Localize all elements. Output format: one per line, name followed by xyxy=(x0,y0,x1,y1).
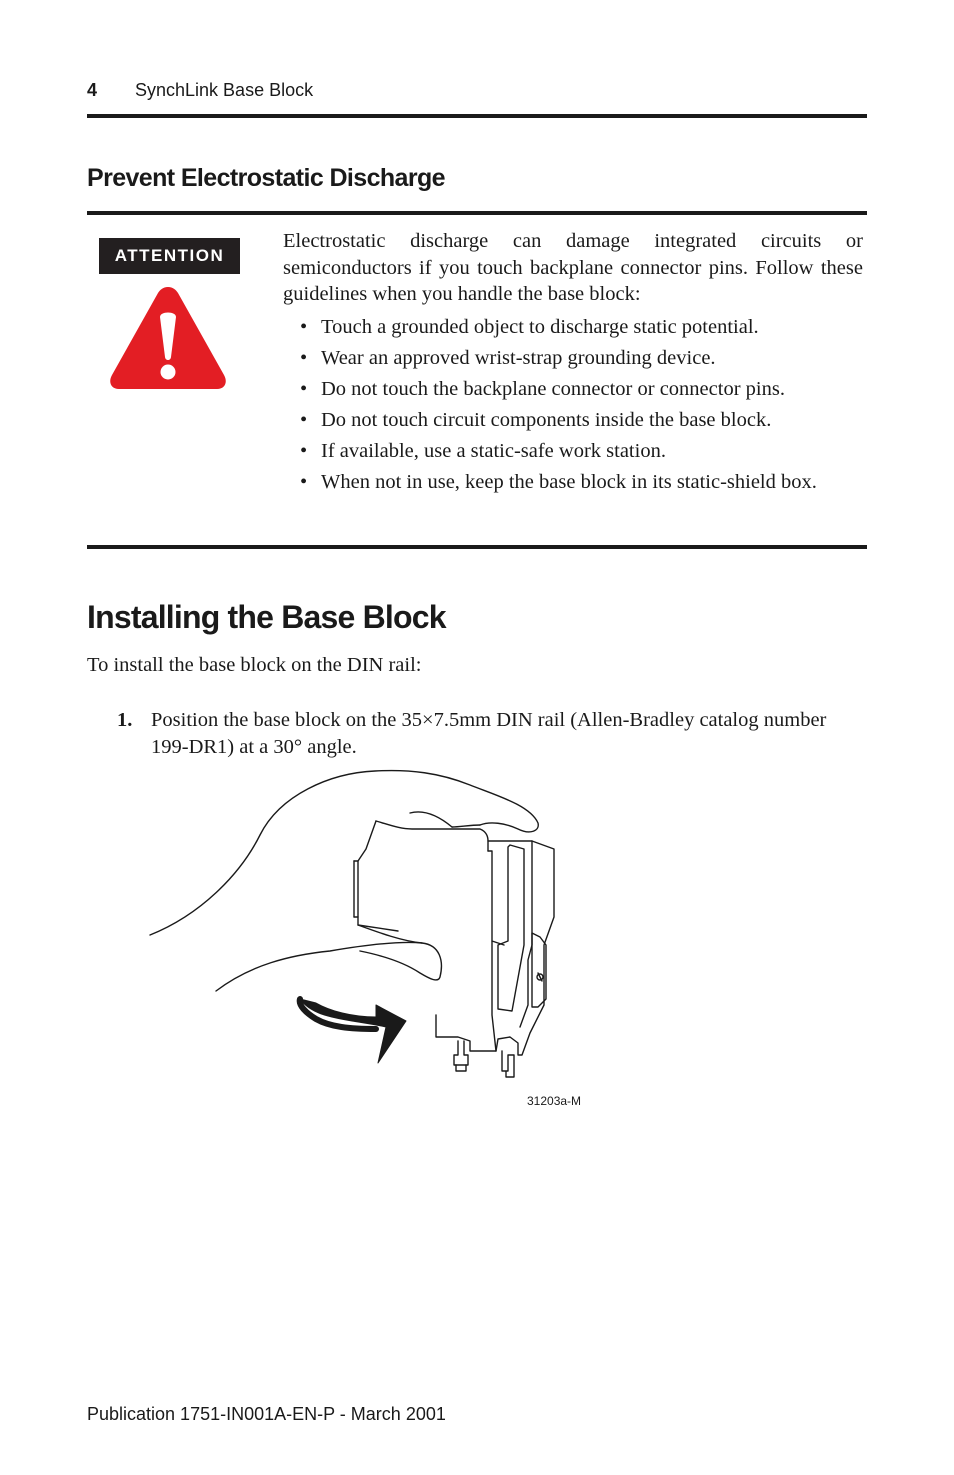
hand-thumb xyxy=(452,825,480,827)
hand-outline xyxy=(150,771,538,935)
figure-id: 31203a-M xyxy=(527,1094,582,1108)
hand-fingers xyxy=(216,942,441,991)
list-item: • If available, use a static-safe work station. xyxy=(300,439,666,462)
running-title: SynchLink Base Block xyxy=(135,80,314,100)
module-back xyxy=(358,821,398,931)
module-side-face xyxy=(520,841,532,1027)
attention-box-bottom-rule xyxy=(87,545,867,549)
exclamation-triangle-icon xyxy=(107,283,229,393)
attention-content xyxy=(283,228,863,500)
list-item: • Touch a grounded object to discharge static potential. xyxy=(300,315,759,338)
list-item: • When not in use, keep the base block in its static-shield box. xyxy=(300,470,817,493)
module-front-recess xyxy=(498,845,524,1011)
install-intro: To install the base block on the DIN rail: xyxy=(87,654,422,676)
connector-pin-left xyxy=(454,1041,468,1065)
attention-box-top-rule xyxy=(87,211,867,215)
step-text: Position the base block on the 35×7.5mm DIN rail (Allen-Bradley catalog number 199-DR1) at a 30° angle. xyxy=(151,709,827,758)
attention-badge: ATTENTION xyxy=(99,238,240,274)
module-body xyxy=(436,841,554,1055)
list-item: • Wear an approved wrist-strap grounding device. xyxy=(300,346,716,369)
hand-knuckle xyxy=(410,812,452,827)
list-item: • Do not touch the backplane connector or connector pins. xyxy=(300,377,785,400)
esd-intro: Electrostatic discharge can damage integrated circuits or semiconductors if you touch backplane connector pins. Follow these guidelines when you handle the base block: xyxy=(283,230,863,305)
base-block-installation-figure xyxy=(140,765,570,1085)
guideline-list xyxy=(283,314,863,496)
install-section-title: Installing the Base Block xyxy=(87,599,446,635)
page-number: 4 xyxy=(87,80,98,100)
connector-pin-right xyxy=(502,1051,514,1077)
install-step xyxy=(117,707,857,761)
step-number: 1. xyxy=(117,709,133,731)
publication-footer: Publication 1751-IN001A-EN-P - March 2001 xyxy=(87,1404,446,1424)
list-item: • Do not touch circuit components inside the base block. xyxy=(300,408,772,431)
esd-section-title: Prevent Electrostatic Discharge xyxy=(87,164,445,192)
header-rule xyxy=(87,114,867,118)
